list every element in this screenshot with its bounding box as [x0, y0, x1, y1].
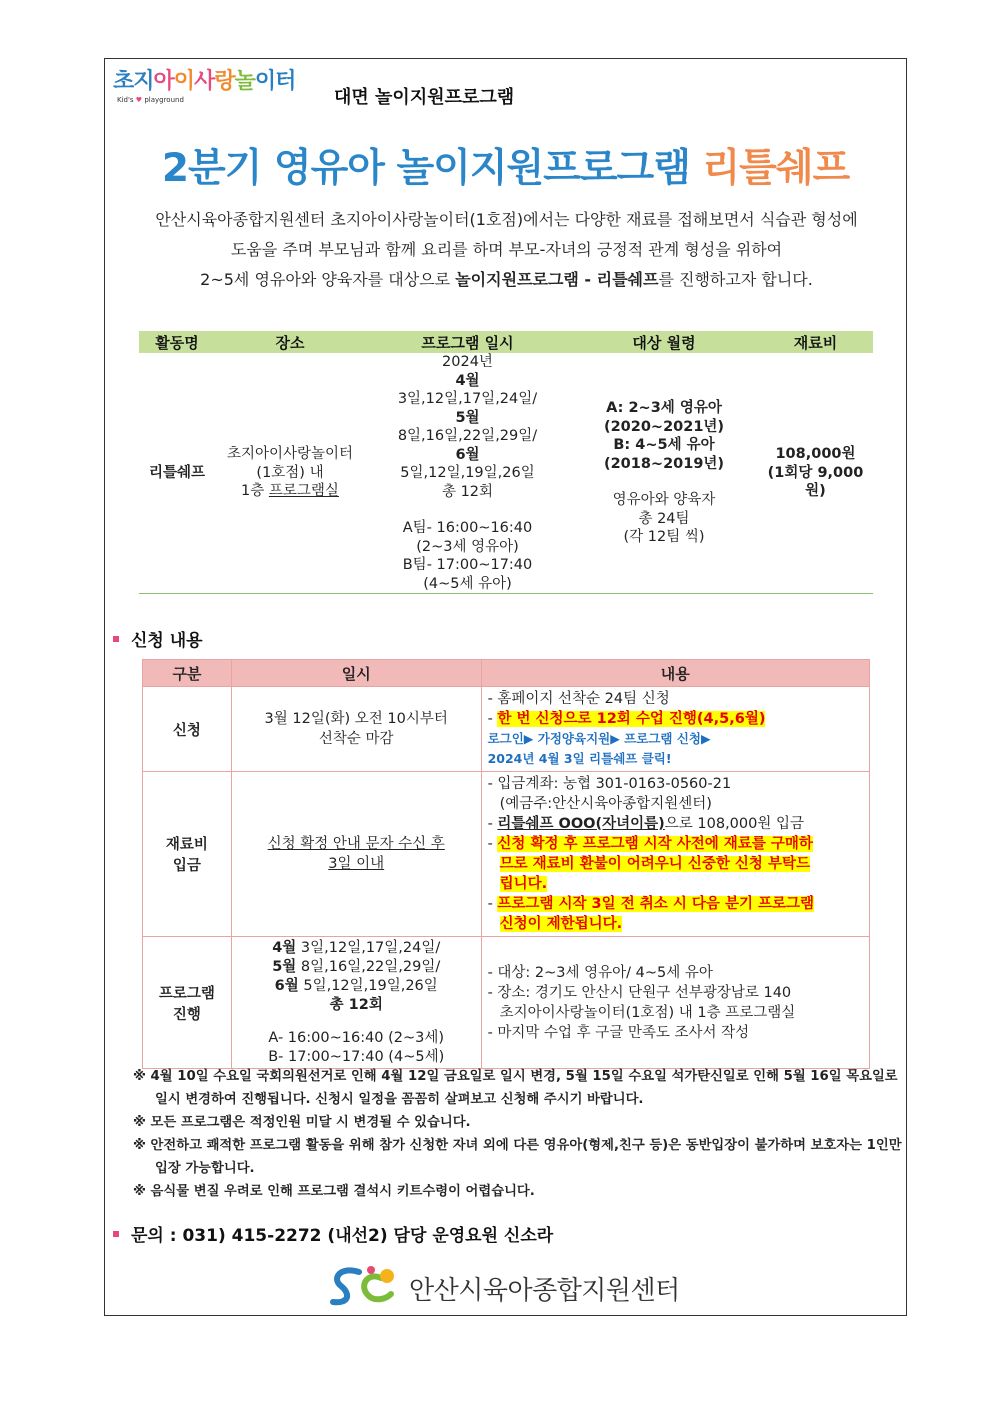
note-item: ※ 음식물 변질 우려로 인해 프로그램 결석시 키트수령이 어렵습니다.	[133, 1184, 535, 1199]
row-progress-category: 프로그램 진행	[143, 937, 232, 1069]
logo-tagline: Kid's ♥ playground	[117, 96, 184, 104]
logo-char: 이	[254, 69, 276, 94]
pink-bullet-icon	[113, 1231, 119, 1237]
activity-place: 초지아이사랑놀이터 (1호점) 내 1층 프로그램실	[215, 353, 365, 594]
signup-click: 2024년 4월 3일 리틀쉐프 클릭!	[487, 751, 672, 766]
logo-char: 이	[173, 69, 195, 94]
playground-logo	[113, 69, 335, 113]
row-signup-content: - 홈페이지 선착순 24팀 신청 - 한 번 신청으로 12회 수업 진행(4,5,6월) 로그인▶ 가정양육지원▶ 프로그램 신청▶ 2024년 4월 3일 리틀쉐프 클릭!	[481, 687, 869, 772]
header-target-age: 대상 월령	[570, 331, 758, 353]
logo-char: 놀	[234, 69, 255, 94]
logo-char: 지	[133, 69, 154, 94]
table-row	[143, 937, 870, 1069]
header-content: 내용	[481, 660, 869, 687]
note-item: ※ 안전하고 쾌적한 프로그램 활동을 위해 참가 신청한 자녀 외에 다른 영유아(형제,친구 등)은 동반입장이 불가하며 보호자는 1인만 입장 가능합니다.	[133, 1138, 902, 1176]
contact-line: 문의 : 031) 415-2272 (내선2) 담당 운영요원 신소라	[113, 1221, 553, 1246]
page-title: 2분기 영유아 놀이지원프로그램 리틀쉐프	[161, 146, 850, 191]
activity-target: A: 2~3세 영유아 (2020~2021년) B: 4~5세 유아 (2018~2019년) 영유아와 양육자 총 24팀 (각 12팀 씩)	[570, 353, 758, 594]
header-schedule: 프로그램 일시	[365, 331, 570, 353]
intro-paragraph: 안산시육아종합지원센터 초지아이사랑놀이터(1호점)에서는 다양한 재료를 접해보면서 식습관 형성에 도움을 주며 부모님과 함께 요리를 하며 부모-자녀의 긍정적 관계 형성을 위하여 2~5세 영유아와 양육자를 대상으로 놀이지원프로그램 - 리틀쉐프를 진행하고자 합니다.	[155, 210, 858, 289]
center-logo	[329, 1264, 689, 1308]
program-type-subtitle: 대면 놀이지원프로그램	[334, 87, 515, 108]
logo-wordmark	[113, 69, 335, 95]
activity-schedule: 2024년 4월 3일,12일,17일,24일/ 5월 8일,16일,22일,29일/ 6월 5일,12일,19일,26일 총 12회 A팀- 16:00~16:40 (2~3세 영유아) B팀- 17:00~17:40 (4~5세 유아)	[365, 353, 570, 594]
row-payment-date: 신청 확정 안내 문자 수신 후 3일 이내	[231, 772, 481, 937]
logo-char: 터	[275, 69, 296, 94]
row-progress-date: 4월 3일,12일,17일,24일/ 5월 8일,16일,22일,29일/ 6월 5일,12일,19일,26일 총 12회 A- 16:00~16:40 (2~3세) B- 17:00~17:40 (4~5세)	[231, 937, 481, 1069]
application-table	[142, 659, 870, 1069]
signup-path: 로그인▶ 가정양육지원▶ 프로그램 신청▶	[487, 731, 711, 746]
header-place: 장소	[215, 331, 365, 353]
flyer-frame	[104, 58, 907, 1316]
row-signup-category: 신청	[143, 687, 232, 772]
heart-icon: ♥	[135, 96, 143, 104]
header-datetime: 일시	[231, 660, 481, 687]
program-info-table	[139, 331, 873, 594]
logo-char: 아	[153, 69, 174, 94]
table-row	[143, 687, 870, 772]
apply-section-heading: 신청 내용	[113, 626, 203, 651]
row-payment-category: 재료비 입금	[143, 772, 232, 937]
pink-bullet-icon	[113, 636, 119, 642]
note-item: ※ 모든 프로그램은 적정인원 미달 시 변경될 수 있습니다.	[133, 1115, 471, 1130]
activity-name: 리틀쉐프	[139, 353, 215, 594]
logo-char: 랑	[214, 69, 235, 94]
logo-char: 사	[194, 69, 215, 94]
header-fee: 재료비	[758, 331, 873, 353]
row-progress-content: - 대상: 2~3세 영유아/ 4~5세 유아 - 장소: 경기도 안산시 단원구 선부광장남로 140 초지아이사랑놀이터(1호점) 내 1층 프로그램실 - 마지막 수업 후 구글 만족도 조사서 작성	[481, 937, 869, 1069]
notes-list	[133, 1065, 903, 1203]
logo-char: 초	[113, 69, 134, 94]
center-name: 안산시육아종합지원센터	[409, 1276, 680, 1306]
note-item: ※ 4월 10일 수요일 국회의원선거로 인해 4월 12일 금요일로 일시 변경, 5월 15일 수요일 석가탄신일로 인해 5월 16일 목요일로 일시 변경하여 진행됩니다. 신청시 일정을 꼼꼼히 살펴보고 신청해 주시기 바랍니다.	[133, 1069, 898, 1107]
row-payment-content: - 입금계좌: 농협 301-0163-0560-21 (예금주:안산시육아종합지원센터) - 리틀쉐프 OOO(자녀이름)으로 108,000원 입금 - 신청 확정 후 프로그램 시작 사전에 재료를 구매하 므로 재료비 환불이 어려우니 신중한 신청 부탁드 립니다. - 프로그램 시작 3일 전 취소 시 다음 분기 프로그램 신청이 제한됩니다.	[481, 772, 869, 937]
row-signup-date: 3월 12일(화) 오전 10시부터 선착순 마감	[231, 687, 481, 772]
table-row	[143, 772, 870, 937]
header-category: 구분	[143, 660, 232, 687]
activity-fee: 108,000원 (1회당 9,000원)	[758, 353, 873, 594]
header-activity: 활동명	[139, 331, 215, 353]
center-emblem-icon	[329, 1264, 403, 1308]
title-accent: 리틀쉐프	[702, 146, 850, 191]
